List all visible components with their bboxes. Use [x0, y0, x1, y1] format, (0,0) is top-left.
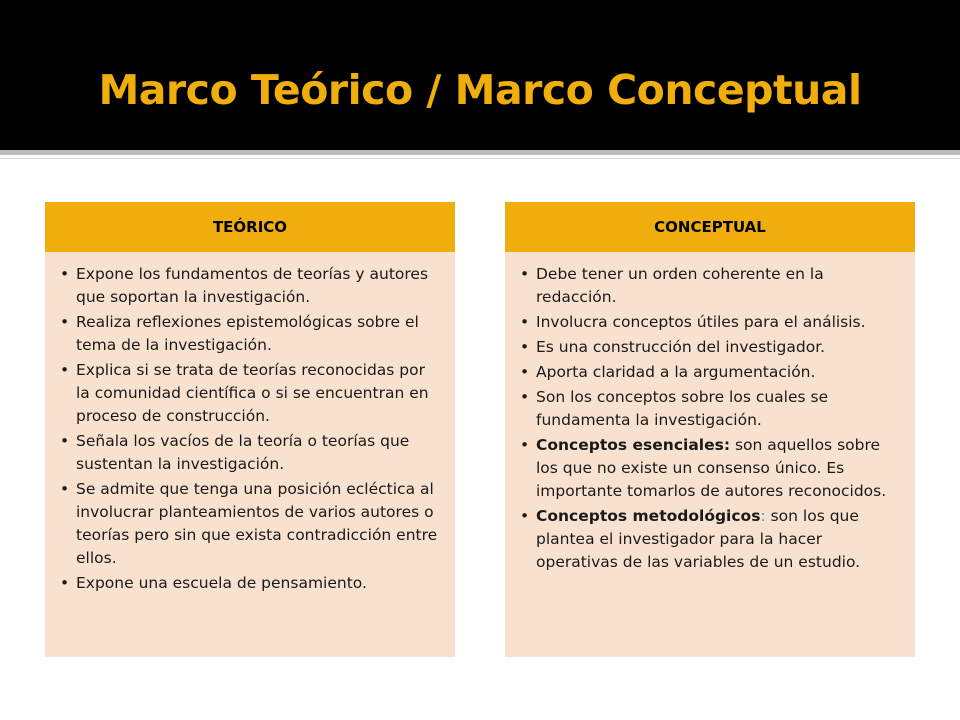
teorico-item: • Señala los vacíos de la teoría o teorías que sustentan la investigación.: [45, 430, 455, 476]
metodologicos-text: son los que plantea el investigador para la hacer operativas de las variables de un estudio.: [536, 507, 861, 571]
conceptual-item: • Debe tener un orden coherente en la redacción.: [505, 263, 915, 309]
esenciales-term: Conceptos esenciales:: [536, 436, 731, 454]
teorico-item: • Explica si se trata de teorías reconocidas por la comunidad científica o si se encuentran en proceso de construcción.: [45, 359, 455, 428]
teorico-item: • Expone los fundamentos de teorías y autores que soportan la investigación.: [45, 263, 455, 309]
conceptual-item: • Aporta claridad a la argumentación.: [505, 361, 915, 384]
teorico-item: • Expone una escuela de pensamiento.: [45, 572, 455, 595]
conceptual-item-esenciales: [505, 434, 915, 503]
conceptual-list: [505, 263, 915, 576]
conceptual-item: • Involucra conceptos útiles para el análisis.: [505, 311, 915, 334]
conceptual-item-metodologicos: [505, 505, 915, 574]
teorico-item: • Se admite que tenga una posición ecléctica al involucrar planteamientos de varios autores o teorías pero sin que exista contradicción entre ellos.: [45, 478, 455, 570]
metodologicos-term: Conceptos metodológicos: [536, 507, 761, 525]
conceptual-panel: [505, 202, 915, 657]
teorico-list: [45, 263, 455, 597]
teorico-heading: TEÓRICO: [45, 202, 455, 252]
conceptual-item: • Es una construcción del investigador.: [505, 336, 915, 359]
title-divider: [0, 150, 960, 155]
conceptual-heading: CONCEPTUAL: [505, 202, 915, 252]
metodologicos-colon: :: [760, 507, 766, 525]
teorico-item: • Realiza reflexiones epistemológicas sobre el tema de la investigación.: [45, 311, 455, 357]
esenciales-text: son aquellos sobre los que no existe un consenso único. Es importante tomarlos de autores reconocidos.: [536, 436, 887, 500]
slide-title: Marco Teórico / Marco Conceptual: [98, 66, 862, 114]
title-divider-thin: [0, 158, 960, 159]
teorico-panel: [45, 202, 455, 657]
conceptual-item: • Son los conceptos sobre los cuales se fundamenta la investigación.: [505, 386, 915, 432]
